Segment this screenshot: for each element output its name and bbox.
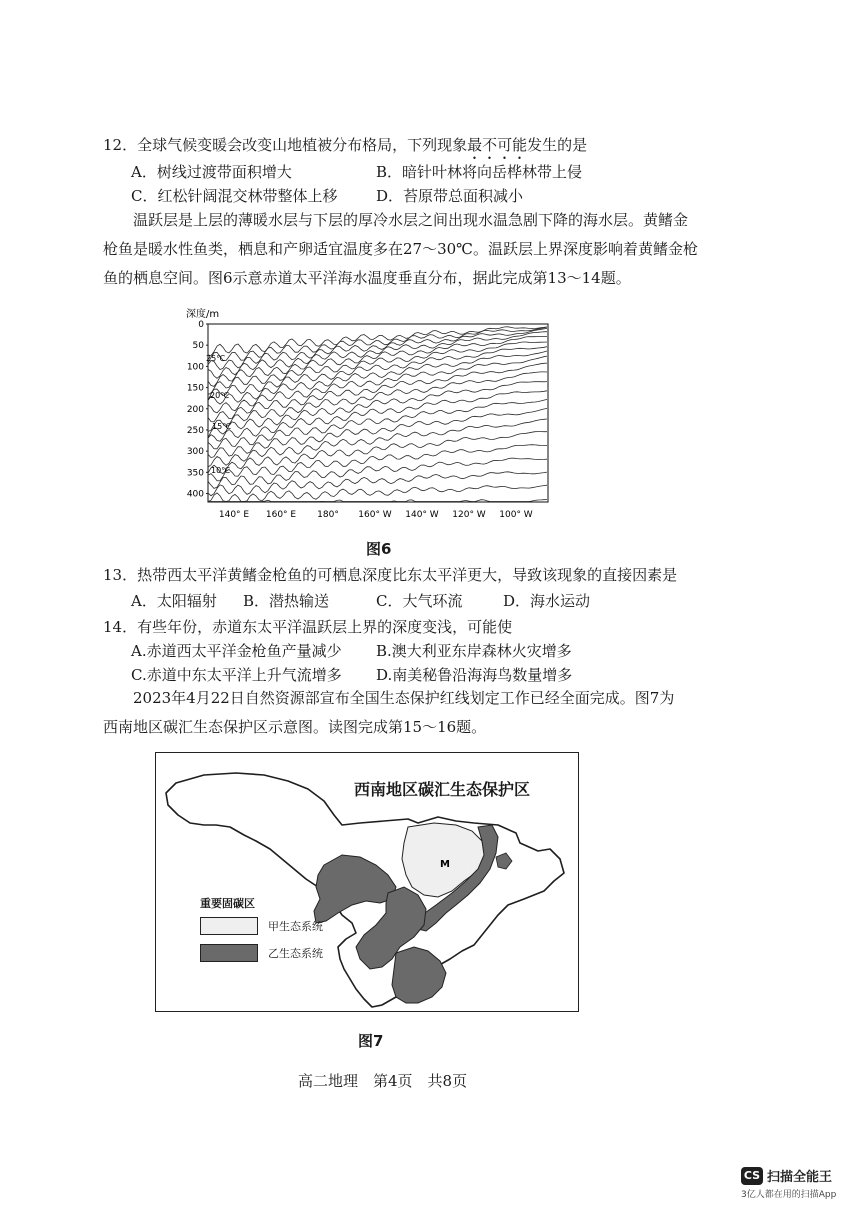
y-tick-label: 300 bbox=[186, 447, 204, 458]
y-tick-label: 0 bbox=[198, 320, 204, 330]
scanner-logo-icon: CS bbox=[741, 1167, 763, 1185]
q13-option-a: A．太阳辐射 bbox=[131, 592, 217, 610]
map-label-n: N bbox=[466, 865, 475, 876]
page-footer: 高二地理 第4页 共8页 bbox=[298, 1072, 468, 1090]
map-label-m: M bbox=[440, 859, 450, 870]
q14-option-d: D.南美秘鲁沿海海鸟数量增多 bbox=[376, 666, 573, 684]
question-14-stem: 14．有些年份，赤道东太平洋温跃层上界的深度变浅，可能使 bbox=[103, 618, 513, 636]
legend-label-b: 乙生态系统 bbox=[268, 947, 323, 960]
scanner-watermark bbox=[741, 1166, 832, 1185]
x-tick-label: 160° W bbox=[358, 510, 392, 520]
legend-swatch-a bbox=[200, 917, 258, 935]
x-tick-label: 140° W bbox=[405, 510, 439, 520]
q13-option-b: B．潜热输送 bbox=[243, 592, 330, 610]
q13-option-d: D．海水运动 bbox=[503, 592, 591, 610]
y-tick-label: 200 bbox=[186, 404, 204, 415]
isotherm-line bbox=[208, 363, 547, 422]
q12-option-d: D．苔原带总面积减小 bbox=[376, 187, 524, 205]
y-tick-label: 350 bbox=[186, 468, 204, 479]
y-tick-label: 50 bbox=[192, 341, 204, 352]
isotherm-line bbox=[208, 432, 547, 474]
y-tick-label: 100 bbox=[186, 362, 204, 373]
isotherm-label: 25℃ bbox=[206, 354, 226, 363]
x-tick-label: 100° W bbox=[499, 510, 533, 520]
isotherm-line bbox=[208, 485, 547, 501]
isotherm-label: 15℃ bbox=[212, 422, 232, 431]
intro-15-16: 2023年4月22日自然资源部宣布全国生态保护红线划定工作已经全面完成。图7为 西南地区碳汇生态保护区示意图。读图完成第15～16题。 bbox=[103, 689, 675, 736]
y-tick-label: 150 bbox=[186, 383, 204, 394]
q13-option-c: C．大气环流 bbox=[376, 592, 463, 610]
figure-7-caption: 图7 bbox=[358, 1032, 384, 1050]
isotherm-line bbox=[208, 372, 547, 432]
map-title: 西南地区碳汇生态保护区 bbox=[354, 780, 531, 799]
y-tick-label: 250 bbox=[186, 425, 204, 436]
scanner-tagline: 3亿人都在用的扫描App bbox=[741, 1190, 837, 1200]
legend-label-a: 甲生态系统 bbox=[268, 920, 323, 933]
isotherm-label: 20℃ bbox=[210, 391, 230, 400]
figure-6-chart bbox=[170, 303, 570, 525]
scanner-app-name: 扫描全能王 bbox=[767, 1170, 833, 1185]
q14-option-c: C.赤道中东太平洋上升气流增多 bbox=[131, 666, 342, 684]
legend-swatch-b bbox=[200, 944, 258, 962]
map-legend bbox=[200, 895, 323, 962]
x-tick-label: 120° W bbox=[452, 510, 486, 520]
q12-option-b: B．暗针叶林将向岳桦林带上侵 bbox=[376, 163, 583, 181]
q14-option-b: B.澳大利亚东岸森林火灾增多 bbox=[376, 642, 572, 660]
isotherm-line bbox=[208, 472, 547, 496]
isotherm-line bbox=[208, 445, 547, 481]
isotherm-line bbox=[208, 356, 547, 413]
q14-option-a: A.赤道西太平洋金枪鱼产量减少 bbox=[131, 642, 342, 660]
q12-option-c: C．红松针阔混交林带整体上移 bbox=[131, 187, 338, 205]
question-13-stem: 13．热带西太平洋黄鳍金枪鱼的可栖息深度比东太平洋更大，导致该现象的直接因素是 bbox=[103, 566, 678, 584]
question-12-stem: 12．全球气候变暖会改变山地植被分布格局，下列现象最不可能发生的是 bbox=[103, 136, 588, 154]
isotherm-line bbox=[208, 342, 547, 394]
intro-13-14: 温跃层是上层的薄暖水层与下层的厚冷水层之间出现水温急剧下降的海水层。黄鳍金 枪鱼是暖水性鱼类，栖息和产卵适宜温度多在27～30℃。温跃层上界深度影响着黄鳍金枪 鱼的栖息空间。图6示意赤道太平洋海水温度垂直分布，据此完成第13～14题。 bbox=[103, 211, 698, 287]
isotherm-line bbox=[208, 332, 547, 379]
isotherm-line bbox=[208, 399, 547, 448]
figure-7-map bbox=[155, 752, 579, 1012]
isotherm-line bbox=[208, 347, 547, 401]
fig6-ylabel: 深度/m bbox=[186, 309, 220, 320]
x-tick-label: 160° E bbox=[265, 510, 297, 520]
y-tick-label: 400 bbox=[186, 489, 204, 500]
x-tick-label: 140° E bbox=[218, 510, 250, 520]
isotherm-line bbox=[208, 391, 547, 442]
legend-item-a bbox=[200, 917, 323, 935]
isotherm-label: 10℃ bbox=[211, 466, 231, 475]
legend-item-b bbox=[200, 944, 323, 962]
x-tick-label: 180° bbox=[317, 510, 339, 520]
legend-title: 重要固碳区 bbox=[200, 897, 255, 910]
figure-6-caption: 图6 bbox=[366, 540, 392, 558]
q12-option-a: A．树线过渡带面积增大 bbox=[131, 163, 292, 181]
